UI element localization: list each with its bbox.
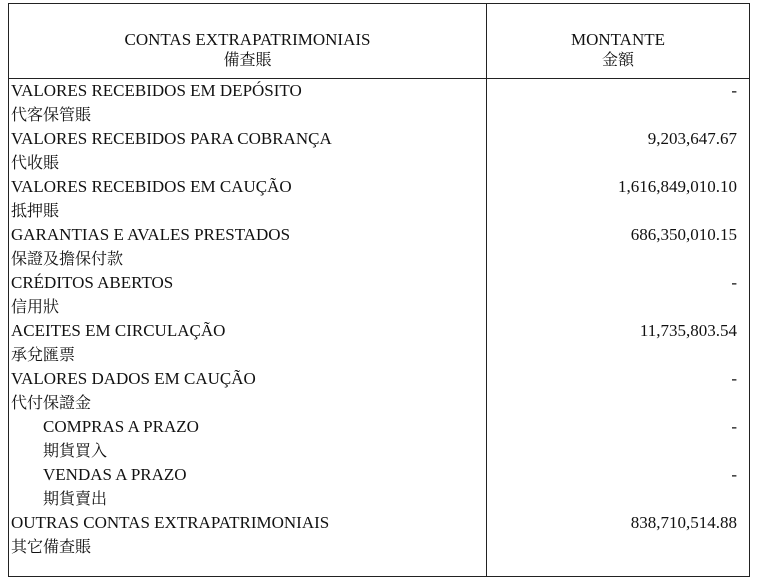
table-row-zh	[9, 439, 749, 463]
account-label-pt: OUTRAS CONTAS EXTRAPATRIMONIAIS	[11, 513, 330, 532]
table-row-zh	[9, 295, 749, 319]
account-label-pt: VENDAS A PRAZO	[43, 465, 187, 484]
account-label-zh: 代付保證金	[11, 393, 92, 412]
amount-value: 1,616,849,010.10	[618, 177, 737, 196]
table-row-zh	[9, 535, 749, 559]
table-row-zh	[9, 343, 749, 367]
amount-value: 686,350,010.15	[630, 225, 737, 244]
table-row	[9, 319, 749, 343]
account-label-zh: 保證及擔保付款	[11, 249, 124, 268]
account-label-pt: CRÉDITOS ABERTOS	[11, 273, 174, 292]
account-label-pt: VALORES RECEBIDOS PARA COBRANÇA	[11, 129, 332, 148]
account-label-pt: VALORES DADOS EM CAUÇÃO	[11, 369, 256, 388]
account-label-zh: 期貨賣出	[43, 489, 108, 508]
account-label-zh: 其它備查賬	[11, 537, 92, 556]
amount-value: -	[731, 369, 737, 388]
table-row	[9, 415, 749, 439]
amount-value: 11,735,803.54	[639, 321, 737, 340]
account-label-pt: GARANTIAS E AVALES PRESTADOS	[11, 225, 291, 244]
table-row	[9, 127, 749, 151]
table-row	[9, 175, 749, 199]
account-label-pt: COMPRAS A PRAZO	[43, 417, 199, 436]
amount-value: -	[731, 417, 737, 436]
table-row	[9, 511, 749, 535]
amount-header-pt: MONTANTE	[570, 30, 665, 49]
account-label-zh: 代客保管賬	[11, 105, 92, 124]
accounts-header-zh: 備查賬	[223, 50, 272, 69]
table-row	[9, 79, 749, 103]
table-row	[9, 223, 749, 247]
amount-value: -	[731, 273, 737, 292]
amount-value: 9,203,647.67	[647, 129, 737, 148]
table-body	[9, 79, 749, 559]
accounts-column-header	[9, 30, 486, 70]
account-label-pt: VALORES RECEBIDOS EM CAUÇÃO	[11, 177, 292, 196]
accounts-header-pt: CONTAS EXTRAPATRIMONIAIS	[124, 30, 371, 49]
account-label-zh: 信用狀	[11, 297, 60, 316]
table-row	[9, 367, 749, 391]
amount-value: -	[731, 81, 737, 100]
table-row-zh	[9, 199, 749, 223]
amount-value: -	[731, 465, 737, 484]
table-row-zh	[9, 391, 749, 415]
amount-header-zh: 金額	[601, 50, 634, 69]
account-label-zh: 抵押賬	[11, 201, 60, 220]
account-label-zh: 承兌匯票	[11, 345, 76, 364]
account-label-zh: 期貨買入	[43, 441, 108, 460]
off-balance-sheet-table	[8, 3, 750, 577]
table-row	[9, 463, 749, 487]
account-label-pt: VALORES RECEBIDOS EM DEPÓSITO	[11, 81, 302, 100]
table-row-zh	[9, 247, 749, 271]
table-row-zh	[9, 151, 749, 175]
table-row	[9, 271, 749, 295]
amount-column-header	[487, 30, 749, 70]
account-label-pt: ACEITES EM CIRCULAÇÃO	[11, 321, 226, 340]
account-label-zh: 代收賬	[11, 153, 60, 172]
table-row-zh	[9, 103, 749, 127]
table-row-zh	[9, 487, 749, 511]
amount-value: 838,710,514.88	[630, 513, 737, 532]
